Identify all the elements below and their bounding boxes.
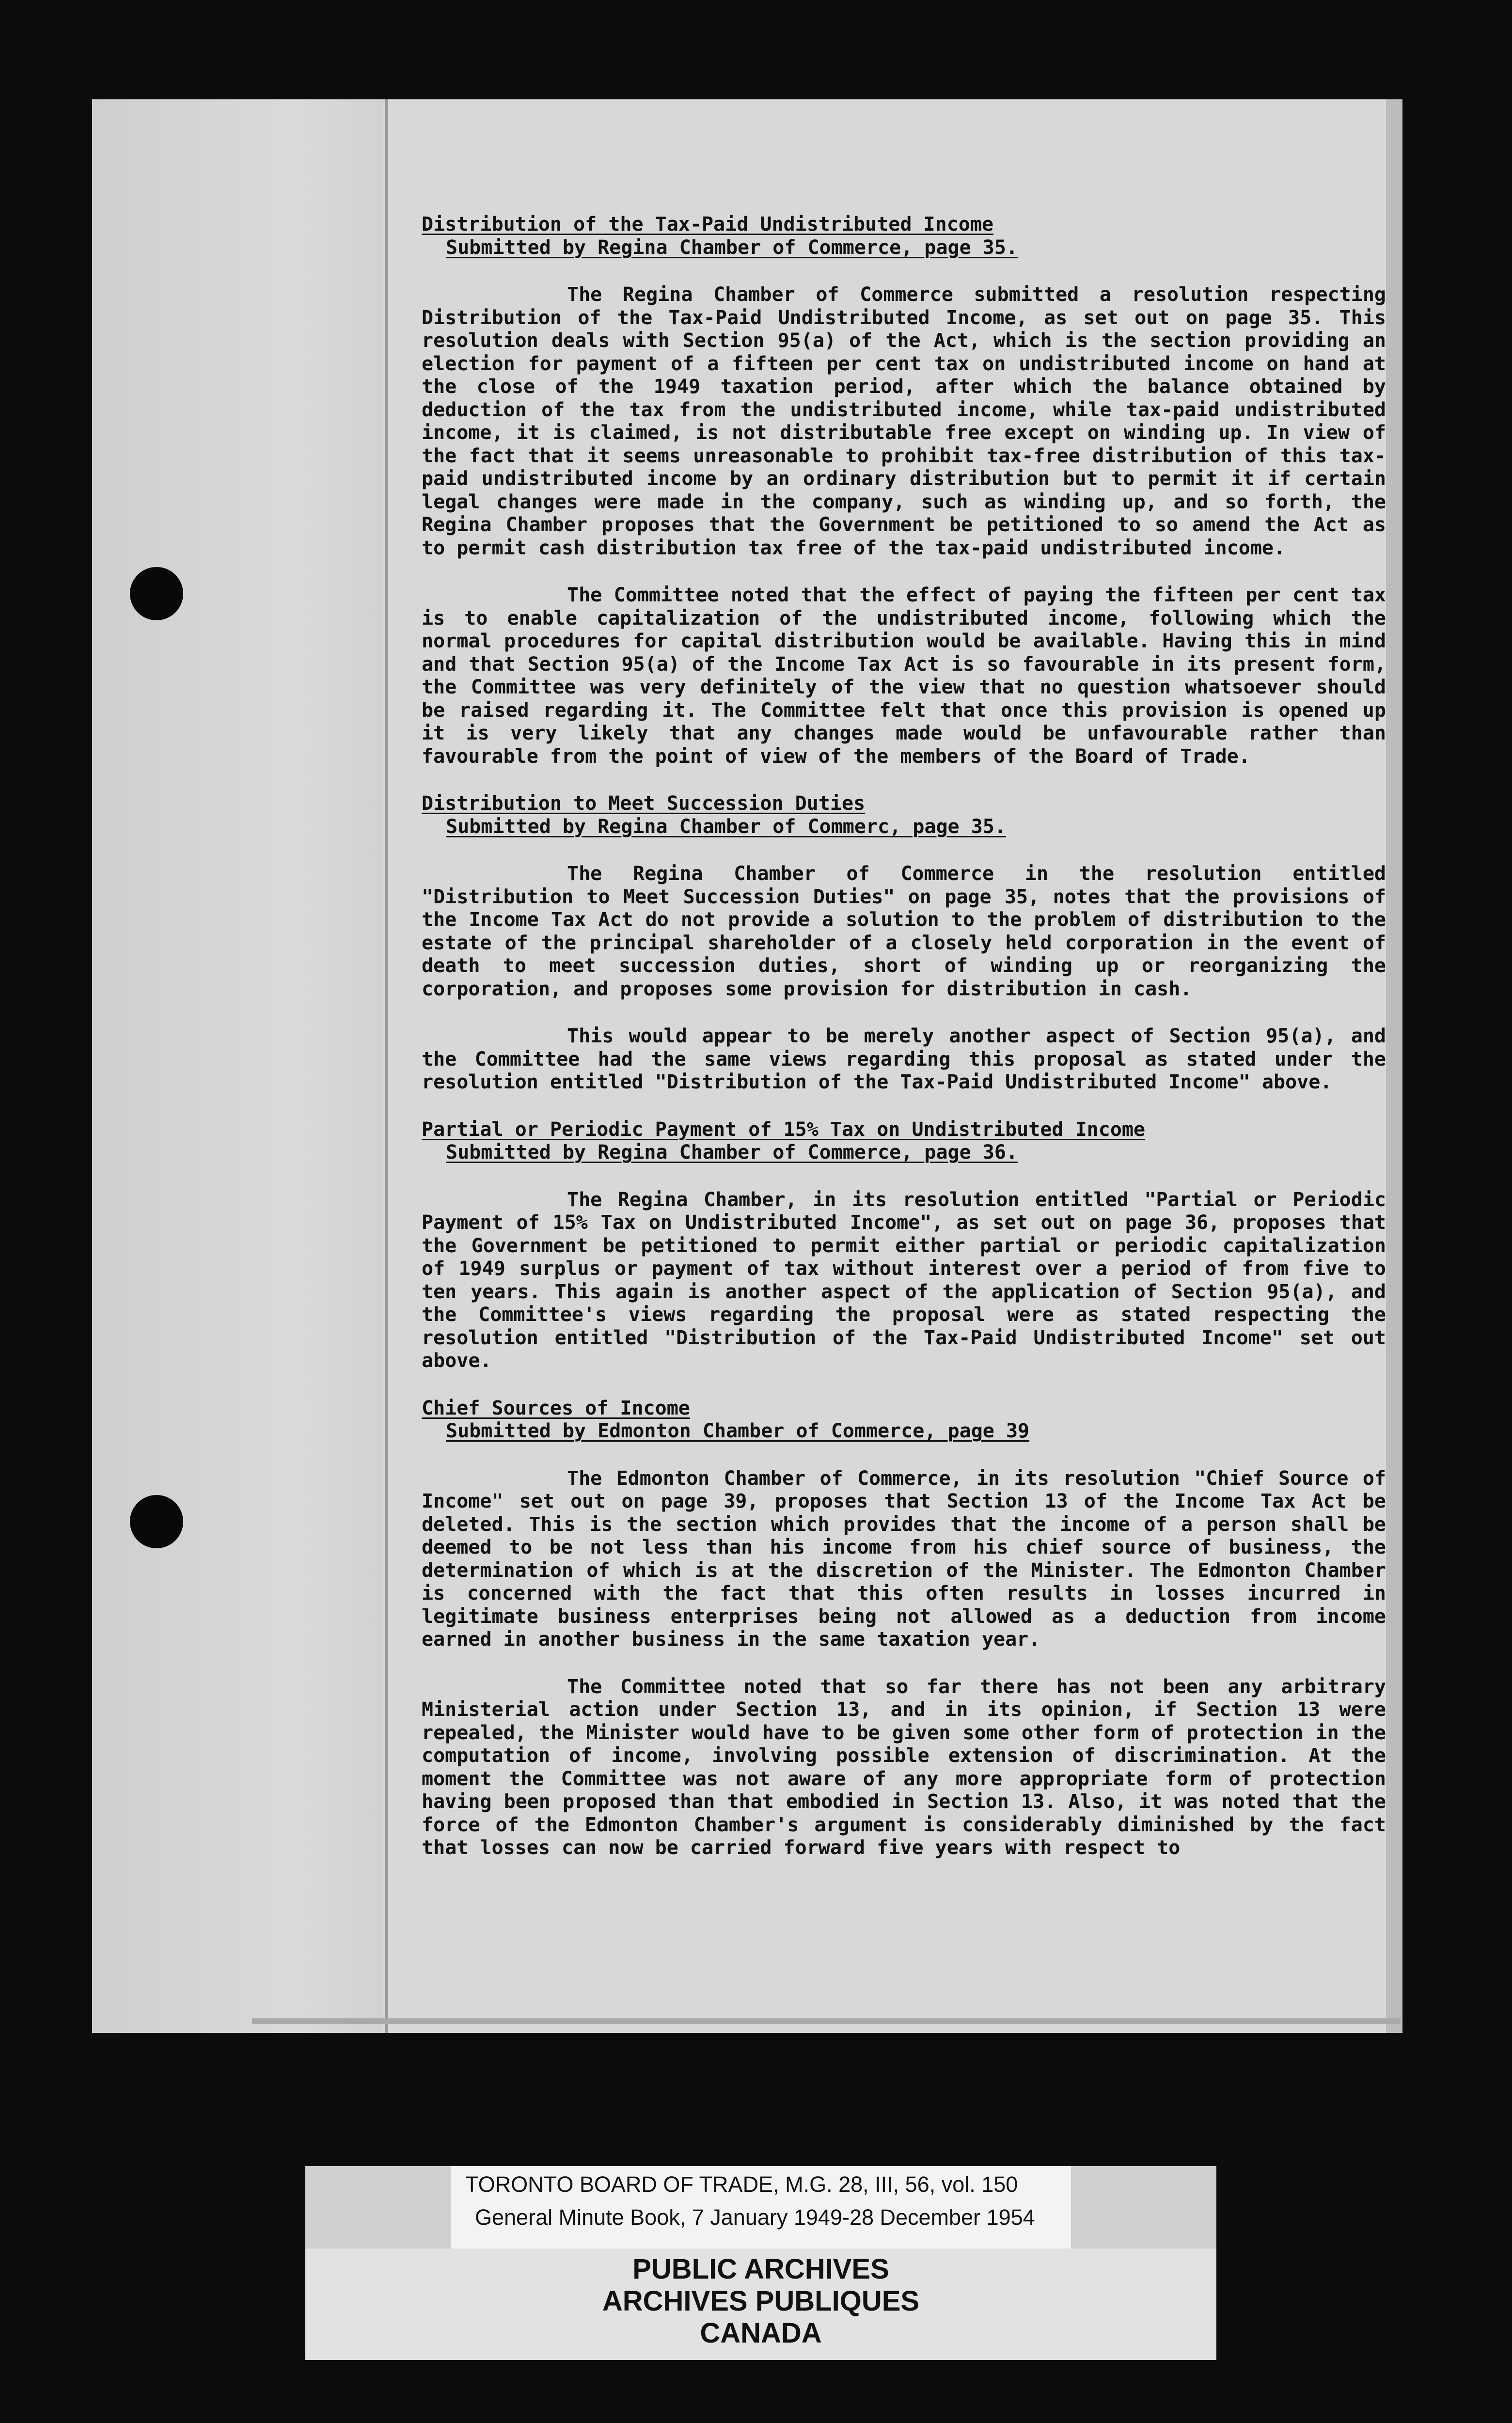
paragraph: The Regina Chamber of Commerce submitted a resolution respecting Distribution of the Tax-Paid Undistributed Income, as set out on page 35. This resolution deals with Section 95(a) of the Act, which is the section providing an election for payment of a fifteen per cent tax on undistributed income on hand at the close of the 1949 taxation period, after which the balance obtained by deduction of the tax from the undistributed income, while tax-paid undistributed income, it is claimed, is not distributable free except on winding up. In view of the fact that it seems unreasonable to prohibit tax-free distribution of this tax-paid undistributed income by an ordinary distribution but to permit it if certain legal changes were made in the company, such as winding up, and so forth, the Regina Chamber proposes that the Government be petitioned to so amend the Act as to permit cash distribution tax free of the tax-paid undistributed income.: [422, 283, 1386, 559]
archive-stamp-line: CANADA: [700, 2317, 822, 2349]
archive-citation-line1: TORONTO BOARD OF TRADE, M.G. 28, III, 56, vol. 150: [465, 2172, 1018, 2197]
paragraph: The Committee noted that the effect of paying the fifteen per cent tax is to enable capitalization of the undistributed income, following which the normal procedures for capital distribution would be available. Having this in mind and that Section 95(a) of the Income Tax Act is so favourable in its present form, the Committee was very definitely of the view that no question whatsoever should be raised regarding it. The Committee felt that once this provision is opened up it is very likely that any changes made would be unfavourable rather than favourable from the point of view of the members of the Board of Trade.: [422, 584, 1386, 768]
document-body: [422, 213, 1386, 1884]
section-subheading: Submitted by Edmonton Chamber of Commerce, page 39: [446, 1420, 1030, 1442]
section-periodic-payment: [422, 1118, 1386, 1373]
punch-hole-bottom: [130, 1495, 183, 1548]
label-notch-right: [1071, 2166, 1216, 2249]
page-fold-shadow: [92, 99, 383, 2033]
page-right-edge: [1386, 99, 1401, 2033]
archive-label: [305, 2166, 1216, 2360]
page-bottom-edge: [252, 2018, 1401, 2024]
paragraph: The Regina Chamber, in its resolution entitled "Partial or Periodic Payment of 15% Tax on Undistributed Income", as set out on page 36, proposes that the Government be petitioned to permit either partial or periodic capitalization of 1949 surplus or payment of tax without interest over a period of from five to ten years. This again is another aspect of the application of Section 95(a), and the Committee's views regarding the proposal were as stated respecting the resolution entitled "Distribution of the Tax-Paid Undistributed Income" set out above.: [422, 1188, 1386, 1372]
section-heading: Distribution to Meet Succession Duties: [422, 792, 866, 815]
section-heading: Partial or Periodic Payment of 15% Tax on Undistributed Income: [422, 1118, 1146, 1141]
paragraph: This would appear to be merely another aspect of Section 95(a), and the Committee had the same views regarding this proposal as stated under the resolution entitled "Distribution of the Tax-Paid Undistributed Income" above.: [422, 1025, 1386, 1093]
archive-stamp-line: ARCHIVES PUBLIQUES: [602, 2285, 920, 2317]
section-subheading: Submitted by Regina Chamber of Commerc, page 35.: [446, 815, 1006, 838]
paragraph: The Committee noted that so far there has not been any arbitrary Ministerial action under Section 13, and in its opinion, if Section 13 were repealed, the Minister would have to be given some other form of protection in the computation of income, involving possible extension of discrimination. At the moment the Committee was not aware of any more appropriate form of protection having been proposed than that embodied in Section 13. Also, it was noted that the force of the Edmonton Chamber's argument is considerably diminished by the fact that losses can now be carried forward five years with respect to: [422, 1675, 1386, 1859]
section-chief-sources: [422, 1397, 1386, 1860]
paragraph: The Edmonton Chamber of Commerce, in its resolution "Chief Source of Income" set out on page 39, proposes that Section 13 of the Income Tax Act be deleted. This is the section which provides that the income of a person shall be deemed to be not less than his income from his chief source of business, the determination of which is at the discretion of the Minister. The Edmonton Chamber is concerned with the fact that this often results in losses incurred in legitimate business enterprises being not allowed as a deduction from income earned in another business in the same taxation year.: [422, 1467, 1386, 1651]
section-succession-duties: [422, 792, 1386, 1094]
page-fold-line: [385, 99, 388, 2033]
section-subheading: Submitted by Regina Chamber of Commerce, page 35.: [446, 236, 1018, 259]
section-heading: Chief Sources of Income: [422, 1397, 690, 1419]
section-subheading: Submitted by Regina Chamber of Commerce, page 36.: [446, 1141, 1018, 1164]
paragraph: The Regina Chamber of Commerce in the resolution entitled "Distribution to Meet Succession Duties" on page 35, notes that the provisions of the Income Tax Act do not provide a solution to the problem of distribution to the estate of the principal shareholder of a closely held corporation in the event of death to meet succession duties, short of winding up or reorganizing the corporation, and proposes some provision for distribution in cash.: [422, 863, 1386, 1000]
punch-hole-top: [130, 567, 183, 620]
archive-citation-line2: General Minute Book, 7 January 1949-28 December 1954: [475, 2205, 1035, 2230]
section-heading: Distribution of the Tax-Paid Undistributed Income: [422, 213, 994, 236]
section-tax-paid-distribution: [422, 213, 1386, 768]
archive-stamp-line: PUBLIC ARCHIVES: [632, 2253, 889, 2285]
archive-stamp: [305, 2253, 1216, 2349]
label-notch-left: [305, 2166, 451, 2249]
